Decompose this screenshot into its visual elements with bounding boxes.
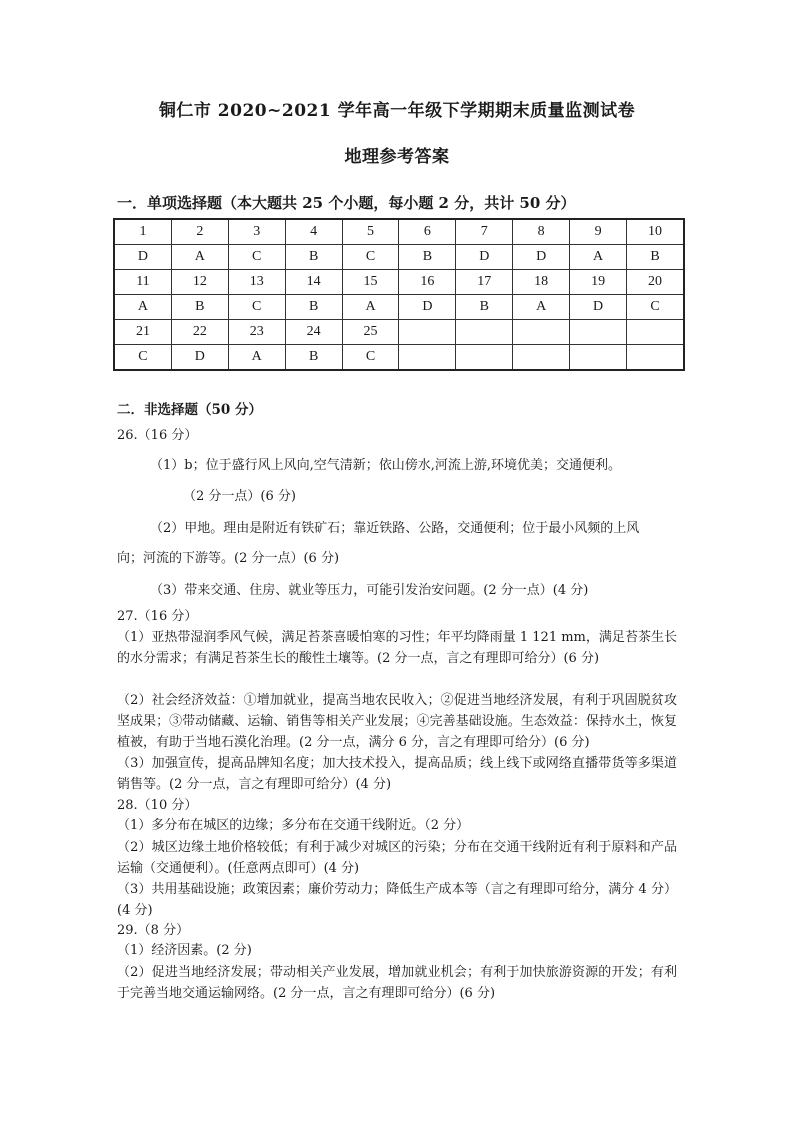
- answer-key-cell: B: [399, 245, 456, 270]
- q26-answer-3: （3）带来交通、住房、就业等压力，可能引发治安问题。(2 分一点）(4 分): [150, 583, 589, 598]
- question-number-cell: 5: [342, 219, 399, 245]
- q27-answer-2: （2）社会经济效益：①增加就业，提高当地农民收入；②促进当地经济发展，有利于巩固脱贫攻坚成果；③带动储藏、运输、销售等相关产业发展；④完善基础设施。生态效益：保持水土，恢复植被，有助于当地石漠化治理。(2 分一点，满分 6 分，言之有理即可给分）(6 分): [117, 693, 677, 750]
- section-1-heading: 一．单项选择题（本大题共 25 个小题，每小题 2 分，共计 50 分）: [117, 194, 576, 212]
- question-number-cell: 11: [114, 270, 171, 295]
- answer-key-cell: [627, 345, 684, 371]
- q28-answer-2: （2）城区边缘土地价格较低；有利于减少对城区的污染；分布在交通干线附近有利于原料和产品运输（交通便利）。(任意两点即可）(4 分): [117, 840, 677, 876]
- question-number-cell: 25: [342, 320, 399, 345]
- answer-key-cell: [399, 345, 456, 371]
- answer-key-cell: B: [627, 245, 684, 270]
- answer-key-row: [114, 295, 684, 320]
- q26-answer-2-line1: （2）甲地。理由是附近有铁矿石；靠近铁路、公路，交通便利；位于最小风频的上风: [150, 521, 640, 536]
- answer-key-cell: D: [570, 295, 627, 320]
- q29-answer-1: （1）经济因素。(2 分): [117, 943, 252, 958]
- q29-answer-2: （2）促进当地经济发展；带动相关产业发展，增加就业机会；有利于加快旅游资源的开发；有利于完善当地交通运输网络。(2 分一点，言之有理即可给分）(6 分): [117, 965, 677, 1001]
- answer-key-cell: A: [228, 345, 285, 371]
- q27-heading: 27.（16 分）: [117, 609, 198, 624]
- question-number-cell: 20: [627, 270, 684, 295]
- question-number-cell: 12: [171, 270, 228, 295]
- question-number-cell: 6: [399, 219, 456, 245]
- q28-answer-1: （1）多分布在城区的边缘；多分布在交通干线附近。（2 分）: [117, 818, 470, 833]
- answer-key-cell: C: [342, 245, 399, 270]
- section-2-heading: 二．非选择题（50 分）: [117, 402, 262, 418]
- choice-answer-table: [113, 218, 685, 371]
- q28-heading: 28.（10 分）: [117, 798, 198, 813]
- question-number-cell: 3: [228, 219, 285, 245]
- answer-key-cell: B: [285, 345, 342, 371]
- q26-answer-1-score: （2 分一点）(6 分): [183, 489, 296, 504]
- question-number-cell: 2: [171, 219, 228, 245]
- answer-key-cell: D: [171, 345, 228, 371]
- q29-heading: 29.（8 分）: [117, 923, 190, 938]
- question-number-cell: 17: [456, 270, 513, 295]
- question-number-cell: 16: [399, 270, 456, 295]
- page-subtitle: 地理参考答案: [344, 147, 450, 167]
- question-number-cell: 8: [513, 219, 570, 245]
- answer-key-cell: B: [456, 295, 513, 320]
- answer-key-cell: B: [285, 245, 342, 270]
- answer-key-cell: D: [114, 245, 171, 270]
- question-number-cell: 18: [513, 270, 570, 295]
- question-number-cell: 24: [285, 320, 342, 345]
- answer-key-cell: [456, 345, 513, 371]
- question-number-cell: 19: [570, 270, 627, 295]
- question-number-cell: [513, 320, 570, 345]
- question-number-cell: 22: [171, 320, 228, 345]
- answer-key-cell: B: [171, 295, 228, 320]
- answer-key-cell: B: [285, 295, 342, 320]
- question-number-cell: 4: [285, 219, 342, 245]
- answer-key-cell: A: [171, 245, 228, 270]
- answer-key-cell: C: [114, 345, 171, 371]
- question-number-cell: 1: [114, 219, 171, 245]
- answer-key-cell: C: [228, 295, 285, 320]
- question-number-row: [114, 219, 684, 245]
- answer-key-cell: [570, 345, 627, 371]
- question-number-cell: [456, 320, 513, 345]
- answer-key-cell: [513, 345, 570, 371]
- answer-key-cell: D: [456, 245, 513, 270]
- q26-answer-1: （1）b；位于盛行风上风向,空气清新；依山傍水,河流上游,环境优美；交通便利。: [150, 458, 621, 473]
- q26-heading: 26.（16 分）: [117, 428, 198, 443]
- q27-answer-3: （3）加强宣传，提高品牌知名度；加大技术投入，提高品质；线上线下或网络直播带货等多渠道销售等。(2 分一点，言之有理即可给分）(4 分): [117, 756, 677, 792]
- answer-key-row: [114, 345, 684, 371]
- question-number-cell: 10: [627, 219, 684, 245]
- question-number-cell: 9: [570, 219, 627, 245]
- answer-key-cell: A: [513, 295, 570, 320]
- q26-answer-2-line2: 向；河流的下游等。(2 分一点）(6 分): [117, 551, 340, 566]
- answer-key-cell: D: [399, 295, 456, 320]
- question-number-row: [114, 320, 684, 345]
- answer-key-cell: A: [342, 295, 399, 320]
- question-number-row: [114, 270, 684, 295]
- answer-key-cell: A: [570, 245, 627, 270]
- question-number-cell: 13: [228, 270, 285, 295]
- question-number-cell: 23: [228, 320, 285, 345]
- answer-key-cell: C: [342, 345, 399, 371]
- answer-key-row: [114, 245, 684, 270]
- q28-answer-3: （3）共用基础设施；政策因素；廉价劳动力；降低生产成本等（言之有理即可给分，满分 4 分）(4 分): [117, 882, 677, 918]
- question-number-cell: [570, 320, 627, 345]
- answer-key-cell: C: [228, 245, 285, 270]
- page-title: 铜仁市 2020~2021 学年高一年级下学期期末质量监测试卷: [158, 101, 636, 121]
- answer-key-cell: A: [114, 295, 171, 320]
- question-number-cell: [399, 320, 456, 345]
- question-number-cell: 14: [285, 270, 342, 295]
- question-number-cell: 21: [114, 320, 171, 345]
- question-number-cell: 15: [342, 270, 399, 295]
- answer-key-cell: C: [627, 295, 684, 320]
- answer-key-cell: D: [513, 245, 570, 270]
- question-number-cell: 7: [456, 219, 513, 245]
- q27-answer-1: （1）亚热带湿润季风气候，满足苔茶喜暖怕寒的习性；年平均降雨量 1 121 mm，满足苔茶生长的水分需求；有满足苔茶生长的酸性土壤等。(2 分一点，言之有理即可给分）(6 分): [117, 630, 677, 666]
- question-number-cell: [627, 320, 684, 345]
